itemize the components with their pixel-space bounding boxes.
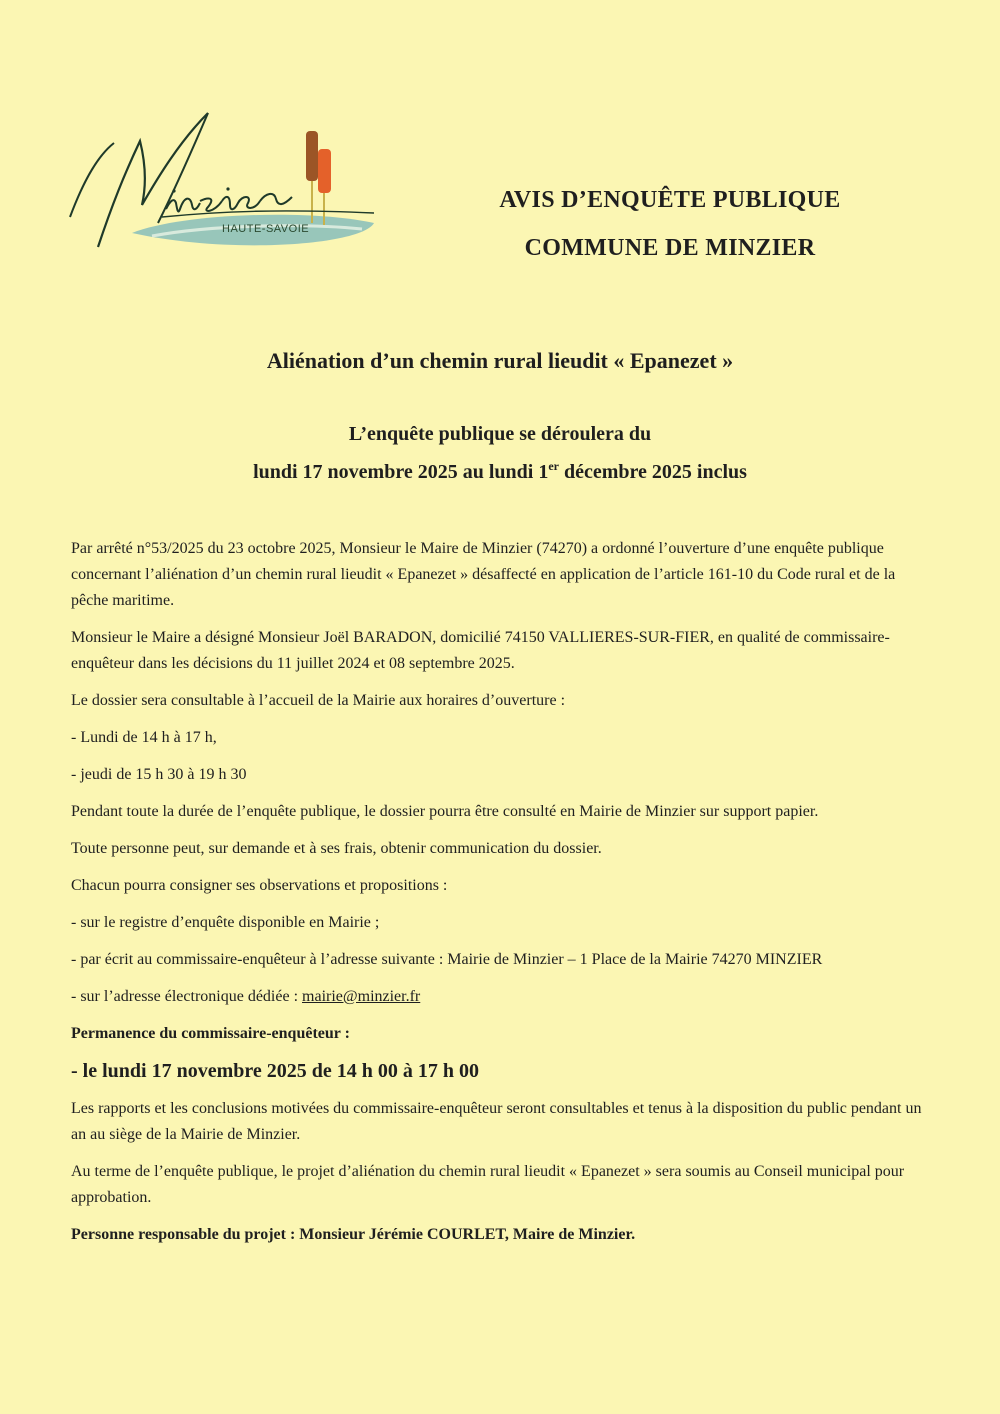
email-link[interactable]: mairie@minzier.fr xyxy=(302,988,421,1005)
hours-monday: - Lundi de 14 h à 17 h, xyxy=(71,729,217,746)
paragraph-observations: Chacun pourra consigner ses observations et propositions : xyxy=(71,877,448,894)
paragraph-communication: Toute personne peut, sur demande et à ses frais, obtenir communication du dossier. xyxy=(71,840,602,857)
title-line-1: AVIS D’ENQUÊTE PUBLIQUE xyxy=(499,187,841,213)
paragraph-reports: Les rapports et les conclusions motivées du commissaire-enquêteur seront consultables et tenus à la disposition du public pendant un an au siège de la Mairie de Minzier. xyxy=(71,1100,922,1143)
permanence-title: Permanence du commissaire-enquêteur : xyxy=(71,1025,350,1042)
permanence-date: - le lundi 17 novembre 2025 de 14 h 00 à 17 h 00 xyxy=(71,1060,479,1082)
minzier-logo xyxy=(62,105,392,265)
hours-thursday: - jeudi de 15 h 30 à 19 h 30 xyxy=(71,766,247,783)
paragraph-approval: Au terme de l’enquête publique, le projet d’aliénation du chemin rural lieudit « Epanezet » sera soumis au Conseil municipal pour approbation. xyxy=(71,1163,905,1206)
paragraph-decree: Par arrêté n°53/2025 du 23 octobre 2025, Monsieur le Maire de Minzier (74270) a ordonné l’ouverture d’une enquête publique concernant l’aliénation d’un chemin rural lieudit « Epanezet » désaffecté en application de l’article 161-10 du Code rural et de la pêche maritime. xyxy=(71,540,896,609)
subject-heading: Aliénation d’un chemin rural lieudit « Epanezet » xyxy=(266,348,734,373)
paragraph-consultation: Le dossier sera consultable à l’accueil de la Mairie aux horaires d’ouverture : xyxy=(71,692,566,709)
paragraph-commissioner: Monsieur le Maire a désigné Monsieur Joël BARADON, domicilié 74150 VALLIERES-SUR-FIER, en qualité de commissaire-enquêteur dans les décisions du 11 juillet 2024 et 08 septembre 2025. xyxy=(71,629,890,672)
option-email xyxy=(71,984,931,1010)
logo-subtitle: HAUTE-SAVOIE xyxy=(222,223,310,235)
period-line-2 xyxy=(0,453,1000,491)
period-start: lundi 17 novembre 2025 au lundi 1 xyxy=(253,461,549,483)
inquiry-period xyxy=(0,415,1000,491)
period-ordinal: er xyxy=(548,459,559,473)
paragraph-paper-support: Pendant toute la durée de l’enquête publique, le dossier pourra être consulté en Mairie de Minzier sur support papier. xyxy=(71,803,819,820)
period-line-1: L’enquête publique se déroulera du xyxy=(348,423,652,445)
minzier-logo-graphic xyxy=(62,105,392,265)
notice-title xyxy=(470,176,870,272)
notice-body xyxy=(71,536,931,1259)
option-letter: - par écrit au commissaire-enquêteur à l’adresse suivante : Mairie de Minzier – 1 Place de la Mairie 74270 MINZIER xyxy=(71,951,823,968)
option-email-prefix: - sur l’adresse électronique dédiée : xyxy=(71,988,303,1005)
option-register: - sur le registre d’enquête disponible en Mairie ; xyxy=(71,914,380,931)
responsible-person: Personne responsable du projet : Monsieur Jérémie COURLET, Maire de Minzier. xyxy=(71,1226,636,1243)
title-line-2: COMMUNE DE MINZIER xyxy=(524,235,816,261)
period-end: décembre 2025 inclus xyxy=(558,461,747,483)
